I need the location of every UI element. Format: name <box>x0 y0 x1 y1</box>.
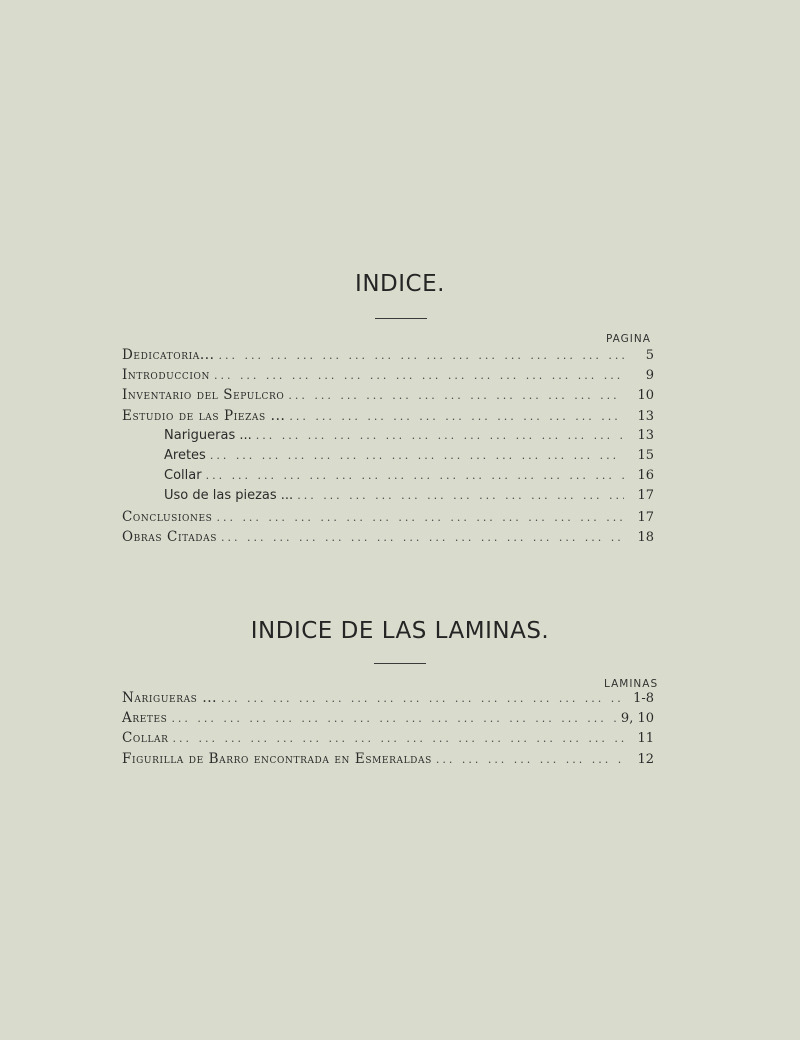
dot-leader <box>221 528 624 548</box>
toc-entry-conclusiones <box>122 507 654 527</box>
plates-entry-label: Aretes <box>122 710 168 727</box>
toc-entry-label: Dedicatoria... <box>122 347 215 363</box>
page-column-header: PAGINA <box>606 333 651 345</box>
dot-leader <box>210 446 624 466</box>
toc-entry-estudio <box>122 406 654 426</box>
toc-entry-collar <box>122 466 654 486</box>
dot-leader <box>297 486 624 506</box>
dot-leader <box>436 750 624 770</box>
toc-entry-label: Inventario del Sepulcro <box>122 387 285 404</box>
toc-entry-obras <box>122 527 654 547</box>
toc-entry-uso <box>122 486 654 506</box>
plates-entry-number: 1-8 <box>633 691 654 706</box>
toc-entry-page: 16 <box>637 468 654 484</box>
toc-entry-inventario <box>122 385 654 405</box>
plates-entry-number: 11 <box>637 731 654 747</box>
table-of-contents <box>122 345 654 547</box>
toc-entry-page: 17 <box>637 509 654 525</box>
plates-entry-figurilla <box>122 749 654 769</box>
plates-entry-collar <box>122 728 654 748</box>
toc-entry-label: Uso de las piezas ... <box>164 488 294 504</box>
index-title: INDICE. <box>355 271 445 297</box>
toc-entry-label: Aretes <box>164 447 206 463</box>
toc-entry-label: Collar <box>164 468 202 484</box>
toc-entry-narigueras <box>122 426 654 446</box>
plates-title-rule <box>374 663 426 664</box>
plates-entry-narigueras <box>122 688 654 708</box>
toc-entry-page: 10 <box>637 388 654 404</box>
toc-entry-page: 13 <box>637 427 654 443</box>
toc-entry-dedicatoria <box>122 345 654 365</box>
dot-leader <box>216 508 624 528</box>
plates-entry-number: 9, 10 <box>620 711 654 727</box>
plates-table <box>122 688 654 769</box>
toc-entry-page: 17 <box>637 488 654 504</box>
toc-entry-page: 9 <box>645 368 654 384</box>
toc-entry-label: Narigueras ... <box>164 427 252 443</box>
toc-entry-introduccion <box>122 365 654 385</box>
toc-entry-page: 5 <box>645 348 654 363</box>
toc-entry-page: 18 <box>637 529 654 545</box>
dot-leader <box>171 709 616 729</box>
plates-entry-label: Collar <box>122 730 169 747</box>
toc-entry-label: Introduccion <box>122 367 210 384</box>
toc-entry-aretes <box>122 446 654 466</box>
toc-entry-label: Conclusiones <box>122 508 213 525</box>
toc-entry-label: Estudio de las Piezas ... <box>122 407 286 424</box>
dot-leader <box>206 466 624 486</box>
dot-leader <box>173 729 624 749</box>
plates-entry-number: 12 <box>637 751 654 767</box>
title-rule <box>375 318 427 319</box>
toc-entry-label: Obras Citadas <box>122 528 217 545</box>
toc-entry-page: 15 <box>637 447 654 463</box>
plates-entry-label: Narigueras ... <box>122 690 217 706</box>
dot-leader <box>289 407 624 427</box>
toc-entry-page: 13 <box>637 408 654 424</box>
plates-entry-label: Figurilla de Barro encontrada en Esmeraldas <box>122 750 432 767</box>
dot-leader <box>214 366 624 386</box>
plates-entry-aretes <box>122 708 654 728</box>
dot-leader <box>219 346 624 366</box>
dot-leader <box>221 689 624 709</box>
plates-column-header: LAMINAS <box>604 678 659 690</box>
dot-leader <box>288 386 624 406</box>
plates-index-title: INDICE DE LAS LAMINAS. <box>250 618 550 644</box>
dot-leader <box>256 426 624 446</box>
